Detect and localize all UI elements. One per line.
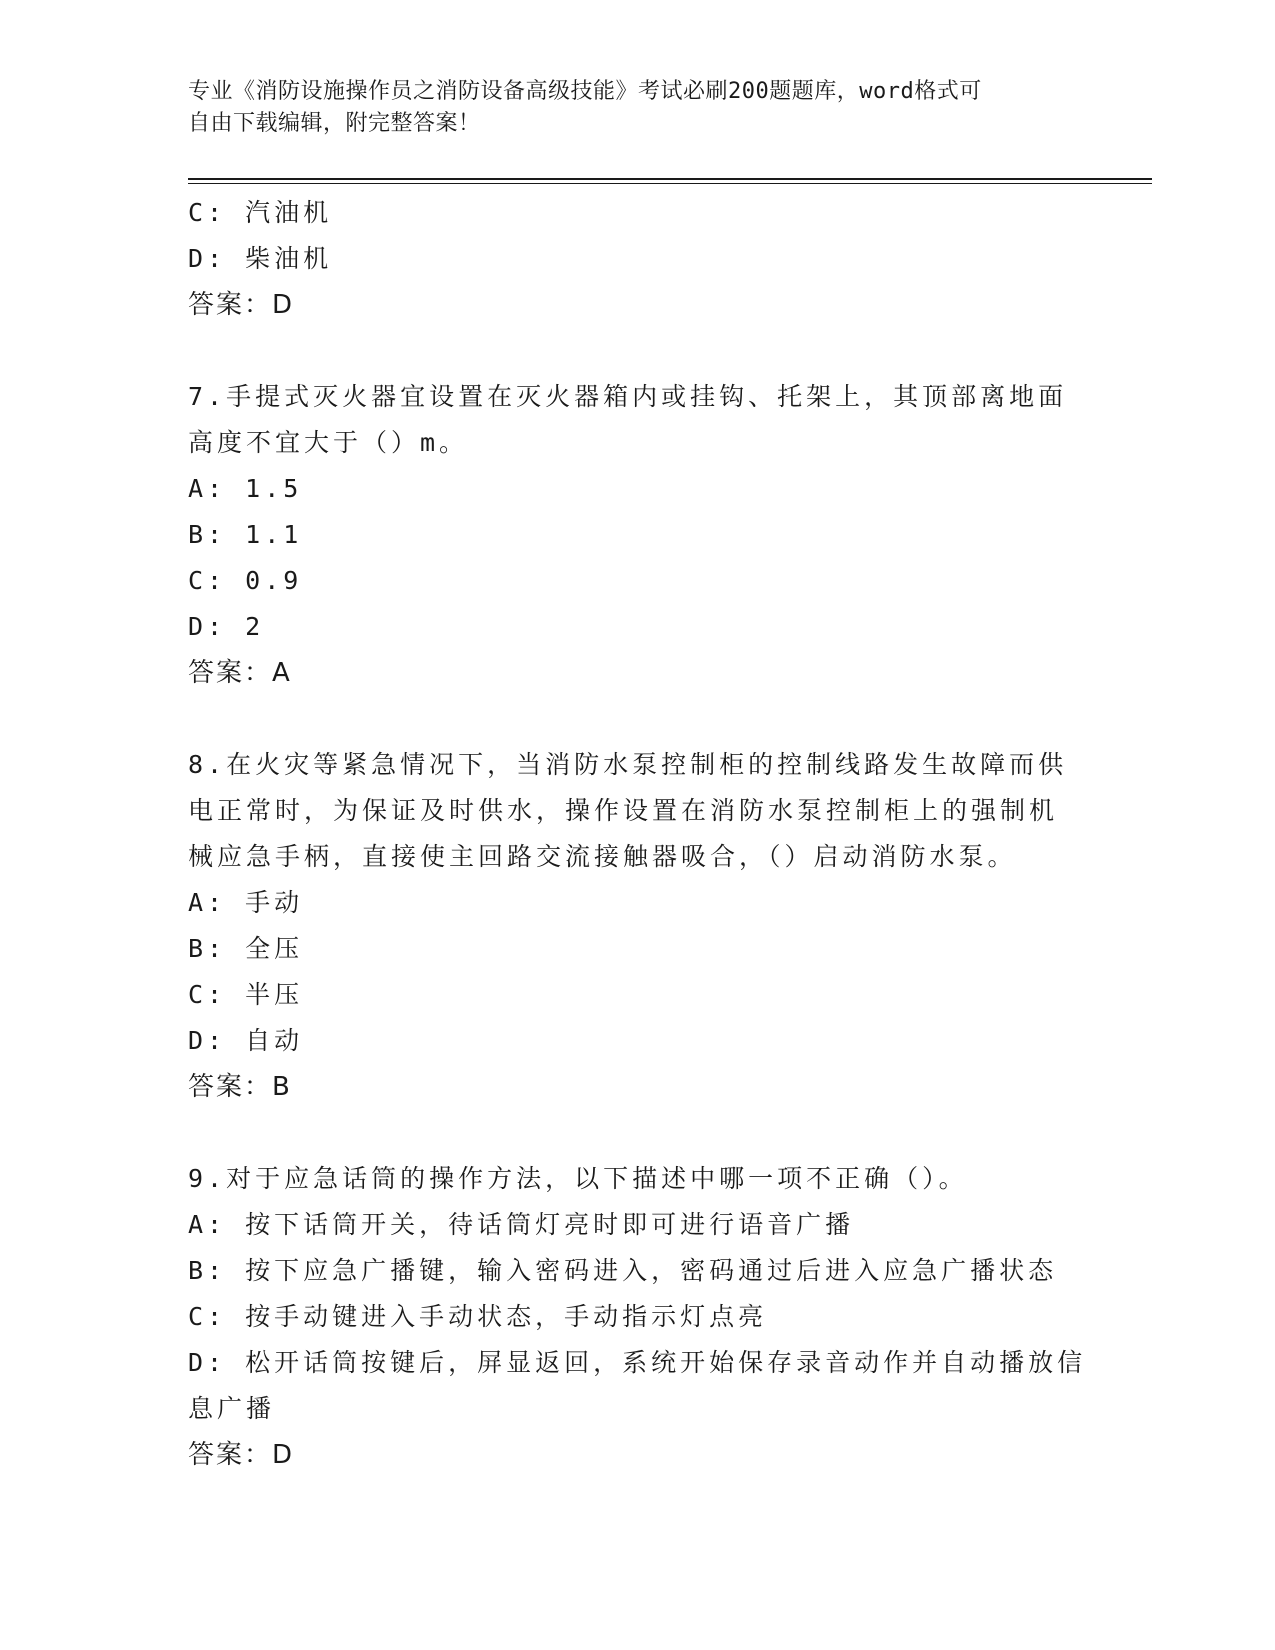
option-d-continuation: 息广播: [188, 1394, 276, 1423]
question-stem: 7.手提式灭火器宜设置在灭火器箱内或挂钩、托架上，其顶部离地面: [188, 382, 1068, 411]
question-stem: 8.在火灾等紧急情况下，当消防水泵控制柜的控制线路发生故障而供: [188, 750, 1068, 779]
answer-line: 答案：D: [188, 290, 295, 320]
header-rule-thin: [188, 183, 1152, 184]
option-b: B: 1.1: [188, 520, 303, 549]
option-d: D: 2: [188, 612, 265, 641]
spacer: [188, 1110, 1088, 1156]
option-d: D: 柴油机: [188, 244, 333, 273]
answer-line: 答案：B: [188, 1072, 292, 1102]
option-b: B: 按下应急广播键，输入密码进入，密码通过后进入应急广播状态: [188, 1256, 1058, 1285]
option-a: A: 按下话筒开关，待话筒灯亮时即可进行语音广播: [188, 1210, 855, 1239]
question-block-6: [188, 190, 1088, 328]
option-d: D: 松开话筒按键后，屏显返回，系统开始保存录音动作并自动播放信: [188, 1348, 1087, 1377]
spacer: [188, 328, 1088, 374]
spacer: [188, 696, 1088, 742]
option-a: A: 1.5: [188, 474, 303, 503]
question-stem: 9.对于应急话筒的操作方法，以下描述中哪一项不正确（）。: [188, 1164, 968, 1193]
page-header: [188, 76, 1068, 140]
answer-line: 答案：A: [188, 658, 292, 688]
question-block-9: [188, 1156, 1088, 1478]
header-line-2: 自由下载编辑，附完整答案！: [188, 111, 481, 136]
option-c: C: 汽油机: [188, 198, 333, 227]
question-list: [188, 190, 1088, 1478]
option-b: B: 全压: [188, 934, 304, 963]
header-line-1: 专业《消防设施操作员之消防设备高级技能》考试必刷200题题库，word格式可: [188, 79, 982, 104]
header-rule-thick: [188, 178, 1152, 180]
option-c: C: 半压: [188, 980, 304, 1009]
option-d: D: 自动: [188, 1026, 304, 1055]
question-stem: 高度不宜大于（）m。: [188, 428, 469, 457]
question-block-8: [188, 742, 1088, 1110]
question-stem: 械应急手柄，直接使主回路交流接触器吸合，（）启动消防水泵。: [188, 842, 1017, 871]
question-stem: 电正常时，为保证及时供水，操作设置在消防水泵控制柜上的强制机: [188, 796, 1059, 825]
option-c: C: 按手动键进入手动状态，手动指示灯点亮: [188, 1302, 768, 1331]
question-block-7: [188, 374, 1088, 696]
answer-line: 答案：D: [188, 1440, 295, 1470]
option-c: C: 0.9: [188, 566, 303, 595]
option-a: A: 手动: [188, 888, 304, 917]
